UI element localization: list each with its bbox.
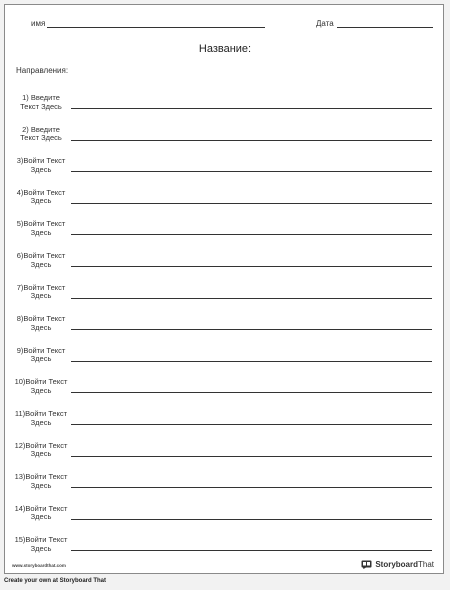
entry-row-line[interactable] — [71, 424, 432, 425]
entry-row-label: 8)Войти Текст Здесь — [16, 314, 66, 332]
entry-row-line[interactable] — [71, 550, 432, 551]
entry-row-label: 15)Войти Текст Здесь — [14, 535, 68, 553]
footer-credit[interactable]: Create your own at Storyboard That — [4, 578, 107, 584]
entry-row-line[interactable] — [71, 298, 432, 299]
entry-row-line[interactable] — [71, 456, 432, 457]
worksheet-sheet — [4, 4, 444, 574]
entry-row-label: 4)Войти Текст Здесь — [16, 187, 66, 206]
entry-row-line[interactable] — [71, 140, 432, 141]
entry-row-line[interactable] — [71, 519, 432, 520]
entry-row-label: 12)Войти Текст Здесь — [14, 440, 68, 459]
entry-row-line[interactable] — [71, 487, 432, 488]
entry-row-line[interactable] — [71, 171, 432, 172]
entry-row-line[interactable] — [71, 266, 432, 267]
watermark-url: www.storyboardthat.com — [12, 563, 66, 568]
entry-row-line[interactable] — [71, 361, 432, 362]
worksheet-title: Название: — [198, 43, 252, 55]
entry-row — [5, 505, 445, 533]
storyboardthat-brand — [361, 560, 434, 569]
storyboardthat-logo-icon — [361, 560, 372, 569]
date-label: Дата — [316, 19, 334, 28]
entry-row-label: 5)Войти Текст Здесь — [16, 219, 66, 237]
entry-row — [5, 189, 445, 217]
entry-row — [5, 378, 445, 406]
entry-row-label: 1) Введите Текст Здесь — [20, 93, 62, 111]
entry-row — [5, 284, 445, 312]
entry-row-line[interactable] — [71, 108, 432, 109]
directions-label: Направления: — [16, 66, 69, 75]
entry-row — [5, 473, 445, 501]
entry-row — [5, 94, 445, 122]
brand-text: StoryboardThat — [375, 560, 434, 569]
entry-row-line[interactable] — [71, 392, 432, 393]
entry-row-label: 2) Введите Текст Здесь — [20, 124, 62, 143]
entry-row-line[interactable] — [71, 234, 432, 235]
entry-row-label: 3)Войти Текст Здесь — [16, 156, 66, 174]
entry-row-label: 6)Войти Текст Здесь — [16, 251, 66, 269]
entry-row-label: 10)Войти Текст Здесь — [14, 377, 68, 395]
entry-row — [5, 315, 445, 343]
entry-row-label: 7)Войти Текст Здесь — [16, 282, 66, 301]
entry-row — [5, 347, 445, 375]
entry-row — [5, 252, 445, 280]
entry-row — [5, 157, 445, 185]
entry-row — [5, 220, 445, 248]
entry-row — [5, 126, 445, 154]
name-label: имя — [31, 19, 46, 28]
entry-row — [5, 410, 445, 438]
entry-row-label: 9)Войти Текст Здесь — [16, 345, 66, 364]
entry-row-line[interactable] — [71, 203, 432, 204]
name-field-line[interactable] — [47, 27, 265, 28]
entry-row-label: 11)Войти Текст Здесь — [14, 409, 68, 427]
date-field-line[interactable] — [337, 27, 433, 28]
entry-row-label: 13)Войти Текст Здесь — [14, 472, 68, 490]
entry-row-line[interactable] — [71, 329, 432, 330]
entry-row — [5, 442, 445, 470]
entry-row-label: 14)Войти Текст Здесь — [14, 503, 68, 522]
